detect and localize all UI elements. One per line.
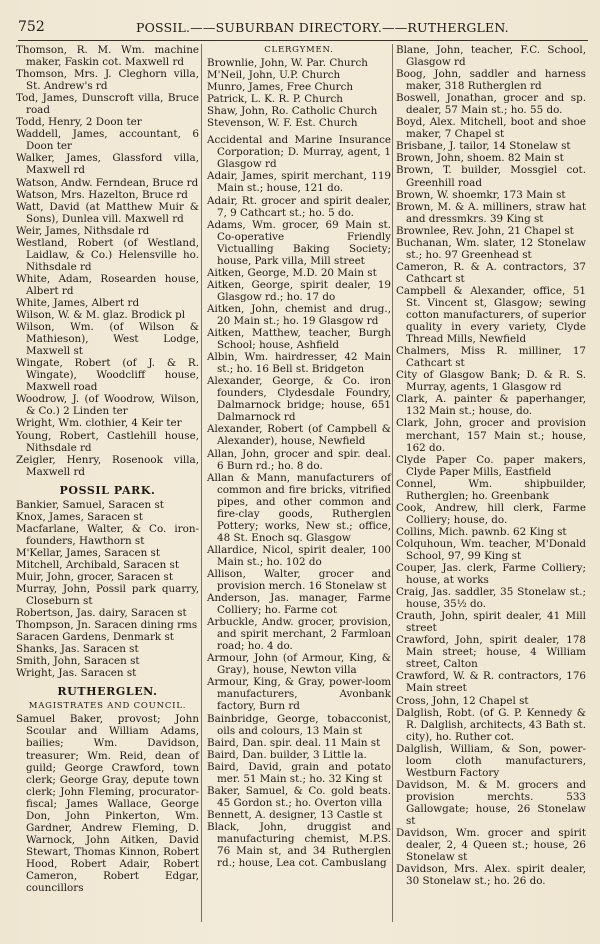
directory-entry: Mitchell, Archibald, Saracen st <box>16 558 179 571</box>
directory-entry: Waddell, James, accountant, 6 Doon ter <box>16 128 199 153</box>
directory-entry: Brown, W. shoemkr, 173 Main st <box>396 188 566 201</box>
directory-entry: Couper, Jas. clerk, Farme Colliery; house, at works <box>396 562 586 587</box>
directory-entry: Wright, Wm. clothier, 4 Keir ter <box>16 417 182 430</box>
directory-entry: Wilson, Wm. (of Wilson & Mathieson), West Lodge, Maxwell st <box>16 321 199 358</box>
directory-entry: Collins, Mich. pawnb. 62 King st <box>396 525 567 538</box>
directory-entry: Watt, David (at Matthew Muir & Sons), Dunlea vill. Maxwell rd <box>16 200 199 225</box>
directory-entry: Boyd, Alex. Mitchell, boot and shoe maker, 7 Chapel st <box>396 116 586 141</box>
directory-entry: Buchanan, Wm. slater, 12 Stonelaw st.; ho. 97 Greenhead st <box>396 236 586 261</box>
directory-entry: Blane, John, teacher, F.C. School, Glasgow rd <box>396 44 586 69</box>
directory-entry: Anderson, Jas. manager, Farme Colliery; ho. Farme cot <box>207 592 391 617</box>
directory-entry: Colquhoun, Wm. teacher, M'Donald School, 97, 99 King st <box>396 537 586 562</box>
directory-entry: Baird, David, grain and potato mer. 51 Main st.; ho. 32 King st <box>207 760 391 785</box>
directory-entry: Bainbridge, George, tobacconist, oils and colours, 13 Main st <box>207 712 391 737</box>
directory-entry: Thomson, Mrs. J. Cleghorn villa, St. Andrew's rd <box>16 68 199 93</box>
directory-entry: White, Adam, Rosearden house, Albert rd <box>16 272 199 297</box>
directory-entry: Clark, A. painter & paperhanger, 132 Main st.; house, do. <box>396 393 586 418</box>
directory-entry: Cook, Andrew, hill clerk, Farme Colliery; house, do. <box>396 501 586 526</box>
directory-entry: Robertson, Jas. dairy, Saracen st <box>16 607 187 620</box>
directory-entry: Knox, James, Saracen st <box>16 510 143 523</box>
column-3 <box>396 44 586 887</box>
directory-entry: Black, John, druggist and manufacturing chemist, M.P.S. 76 Main st, and 34 Rutherglen rd.; house, Lea cot. Cambuslang <box>207 820 391 870</box>
directory-entry: Bennett, A. designer, 13 Castle st <box>207 808 383 821</box>
directory-entry: Accidental and Marine Insurance Corporation; D. Murray, agent, 1 Glasgow rd <box>207 134 391 171</box>
running-title: POSSIL.——SUBURBAN DIRECTORY.——RUTHERGLEN. <box>136 20 509 35</box>
directory-entry: Watson, Andw. Ferndean, Bruce rd <box>16 176 199 189</box>
directory-entry: Clyde Paper Co. paper makers, Clyde Paper Mills, Eastfield <box>396 453 586 478</box>
directory-entry: Saracen Gardens, Denmark st <box>16 631 174 644</box>
col3-entries <box>396 44 586 887</box>
directory-entry: Wright, Jas. Saracen st <box>16 667 137 680</box>
directory-entry: City of Glasgow Bank; D. & R. S. Murray, agents, 1 Glasgow rd <box>396 369 586 394</box>
directory-entry: M'Kellar, James, Saracen st <box>16 546 160 559</box>
directory-entry: Stevenson, W. F. Est. Church <box>207 117 358 130</box>
directory-entry: Smith, John, Saracen st <box>16 655 140 668</box>
directory-entry: Crawford, John, spirit dealer, 178 Main street; house, 4 William street, Calton <box>396 634 586 671</box>
directory-entry: Muir, John, grocer, Saracen st <box>16 570 174 583</box>
directory-entry: Davidson, M. & M. grocers and provision merchts. 533 Gallowgate; house, 26 Stonelaw st <box>396 778 586 827</box>
directory-entry: Adair, James, spirit merchant, 119 Main st.; house, 121 do. <box>207 170 391 195</box>
col1-entries-b <box>16 499 199 680</box>
directory-entry: Davidson, Mrs. Alex. spirit dealer, 30 Stonelaw st.; ho. 26 do. <box>396 863 586 888</box>
directory-entry: Armour, King, & Gray, power-loom manufacturers, Avonbank factory, Burn rd <box>207 676 391 713</box>
directory-entry: Watson, Mrs. Hazelton, Bruce rd <box>16 188 188 201</box>
directory-entry: Brown, T. builder, Mossgiel cot. Greenhill road <box>396 164 586 189</box>
directory-entry: Aitken, Matthew, teacher, Burgh School; house, Ashfield <box>207 327 391 352</box>
directory-entry: Brown, John, shoem. 82 Main st <box>396 152 564 165</box>
directory-entry: Boswell, Jonathan, grocer and sp. dealer, 57 Main st.; ho. 55 do. <box>396 92 586 117</box>
directory-entry: Aitken, George, spirit dealer, 19 Glasgow rd.; ho. 17 do <box>207 278 391 303</box>
directory-entry: Murray, John, Possil park quarry, Closeburn st <box>16 583 199 608</box>
directory-entry: Crawford, W. & R. contractors, 176 Main street <box>396 670 586 695</box>
directory-entry: Dalglish, William, & Son, power-loom cloth manufacturers, Westburn Factory <box>396 742 586 779</box>
directory-entry: Albin, Wm. hairdresser, 42 Main st.; ho. 16 Bell st. Bridgeton <box>207 351 391 376</box>
col2-entries-b <box>207 134 391 869</box>
directory-entry: Baker, Samuel, & Co. gold beats. 45 Gordon st.; ho. Overton villa <box>207 784 391 809</box>
directory-entry: M'Neil, John, U.P. Church <box>207 69 341 82</box>
directory-entry: Craig, Jas. saddler, 35 Stonelaw st.; house, 35½ do. <box>396 586 586 611</box>
directory-entry: Brownlee, Rev. John, 21 Chapel st <box>396 224 574 237</box>
directory-entry: Patrick, L. K. R. P. Church <box>207 93 343 106</box>
directory-entry: Davidson, Wm. grocer and spirit dealer, 2, 4 Queen st.; house, 26 Stonelaw st <box>396 827 586 864</box>
directory-entry: Macfarlane, Walter, & Co. iron-founders, Hawthorn st <box>16 522 199 547</box>
directory-entry: Clark, John, grocer and provision merchant, 157 Main st.; house, 162 do. <box>396 417 586 454</box>
directory-entry: Brisbane, J. tailor, 14 Stonelaw st <box>396 140 571 153</box>
directory-entry: Alexander, George, & Co. iron founders, Clydesdale Foundry, Dalmarnock bridge; house, 651 Dalmarnock rd <box>207 375 391 424</box>
directory-entry: Aitken, George, M.D. 20 Main st <box>207 266 377 279</box>
directory-entry: Walker, James, Glassford villa, Maxwell rd <box>16 152 199 177</box>
directory-entry: Munro, James, Free Church <box>207 81 354 94</box>
magistrates-text: Samuel Baker, provost; John Scoular and William Adams, bailies; Wm. Davidson, treasurer; Wm. Reid, dean of guild; George Crawford, town clerk; George Gray, depute town clerk; John Fleming, procurator-fiscal; James Wallace, George Don, John Pinkerton, Wm. Gardner, Andrew Fleming, D. Warnock, John Aitken, David Stewart, Thomas Kinnon, Robert Hood, Robert Adair, Robert Cameron, Robert Edgar, councillors <box>16 713 199 895</box>
directory-entry: Wilson, W. & M. glaz. Brodick pl <box>16 309 186 322</box>
directory-entry: Westland, Robert (of Westland, Laidlaw, & Co.) Helensville ho. Nithsdale rd <box>16 236 199 273</box>
directory-entry: Shaw, John, Ro. Catholic Church <box>207 105 378 118</box>
column-divider-1 <box>201 44 202 922</box>
directory-entry: Aitken, John, chemist and drug., 20 Main st.; ho. 19 Glasgow rd <box>207 302 391 327</box>
directory-entry: Zeigler, Henry, Rosenook villa, Maxwell rd <box>16 453 199 478</box>
magistrates-heading: MAGISTRATES AND COUNCIL. <box>28 701 187 712</box>
directory-entry: Allan, John, grocer and spir. deal. 6 Burn rd.; ho. 8 do. <box>207 447 391 472</box>
column-divider-2 <box>392 44 393 922</box>
directory-entry: Thomson, R. M. Wm. machine maker, Faskin cot. Maxwell rd <box>16 44 199 69</box>
directory-entry: Cameron, R. & A. contractors, 37 Cathcart st <box>396 260 586 285</box>
directory-entry: Chalmers, Miss R. milliner, 17 Cathcart st <box>396 345 586 370</box>
directory-entry: Allison, Walter, grocer and provision merch. 16 Stonelaw st <box>207 567 391 593</box>
column-1 <box>16 44 199 894</box>
header-rule <box>18 40 588 41</box>
directory-entry: Armour, John (of Armour, King, & Gray), house, Newton villa <box>207 652 391 677</box>
directory-entry: Adair, Rt. grocer and spirit dealer, 7, 9 Cathcart st.; ho. 5 do. <box>207 194 391 219</box>
directory-entry: Wingate, Robert (of J. & R. Wingate), Woodcliff house, Maxwell road <box>16 357 199 394</box>
directory-entry: Allan & Mann, manufacturers of common and fire bricks, vitrified pipes, and other common and fire-clay goods, Rutherglen Pottery; works, New st.; office, 48 St. Enoch sq. Glasgow <box>207 471 391 544</box>
directory-entry: Crauth, John, spirit dealer, 41 Mill street <box>396 610 586 635</box>
col2-entries-a <box>207 57 391 129</box>
directory-entry: Cross, John, 12 Chapel st <box>396 694 529 707</box>
column-2 <box>207 44 391 869</box>
directory-entry: Young, Robert, Castlehill house, Nithsdale rd <box>16 429 199 454</box>
page-header <box>18 18 588 36</box>
directory-entry: Dalglish, Robt. (of G. P. Kennedy & R. Dalglish, architects, 43 Bath st. city), ho. Ruther cot. <box>396 706 586 743</box>
directory-entry: Adams, Wm. grocer, 69 Main st. Co-operative Friendly Victualling Baking Society; house, Park villa, Mill street <box>207 218 391 267</box>
rutherglen-heading: RUTHERGLEN. <box>57 685 158 699</box>
directory-entry: Woodrow, J. (of Woodrow, Wilson, & Co.) 2 Linden ter <box>16 393 199 418</box>
directory-entry: Allardice, Nicol, spirit dealer, 100 Main st.; ho. 102 do <box>207 543 391 568</box>
directory-entry: Brownlie, John, W. Par. Church <box>207 57 368 69</box>
directory-entry: Connel, Wm. shipbuilder, Rutherglen; ho. Greenbank <box>396 477 586 502</box>
possil-park-heading: POSSIL PARK. <box>59 483 156 497</box>
directory-entry: White, James, Albert rd <box>16 296 140 309</box>
directory-entry: Bankier, Samuel, Saracen st <box>16 498 164 511</box>
directory-entry: Arbuckle, Andw. grocer, provision, and spirit merchant, 2 Farmloan road; ho. 4 do. <box>207 616 391 653</box>
directory-entry: Shanks, Jas. Saracen st <box>16 643 139 656</box>
col1-entries-a <box>16 44 199 478</box>
directory-entry: Tod, James, Dunscroft villa, Bruce road <box>16 92 199 117</box>
directory-entry: Brown, M. & A. milliners, straw hat and dressmkrs. 39 King st <box>396 200 586 225</box>
directory-entry: Boog, John, saddler and harness maker, 318 Rutherglen rd <box>396 68 586 93</box>
page-number: 752 <box>18 19 45 35</box>
directory-entry: Todd, Henry, 2 Doon ter <box>16 116 142 129</box>
directory-entry: Alexander, Robert (of Campbell & Alexander), house, Newfield <box>207 423 391 448</box>
directory-entry: Campbell & Alexander, office, 51 St. Vincent st, Glasgow; sewing cotton manufacturers, of superior quality in every variety, Clyde Thread Mills, Newfield <box>396 284 586 346</box>
directory-entry: Thompson, Jn. Saracen dining rms <box>16 619 198 632</box>
directory-entry: Baird, Dan. builder, 3 Little la. <box>207 748 367 761</box>
directory-entry: Weir, James, Nithsdale rd <box>16 224 150 237</box>
clergymen-heading: CLERGYMEN. <box>264 45 334 55</box>
directory-entry: Baird, Dan. spir. deal. 11 Main st <box>207 736 381 749</box>
